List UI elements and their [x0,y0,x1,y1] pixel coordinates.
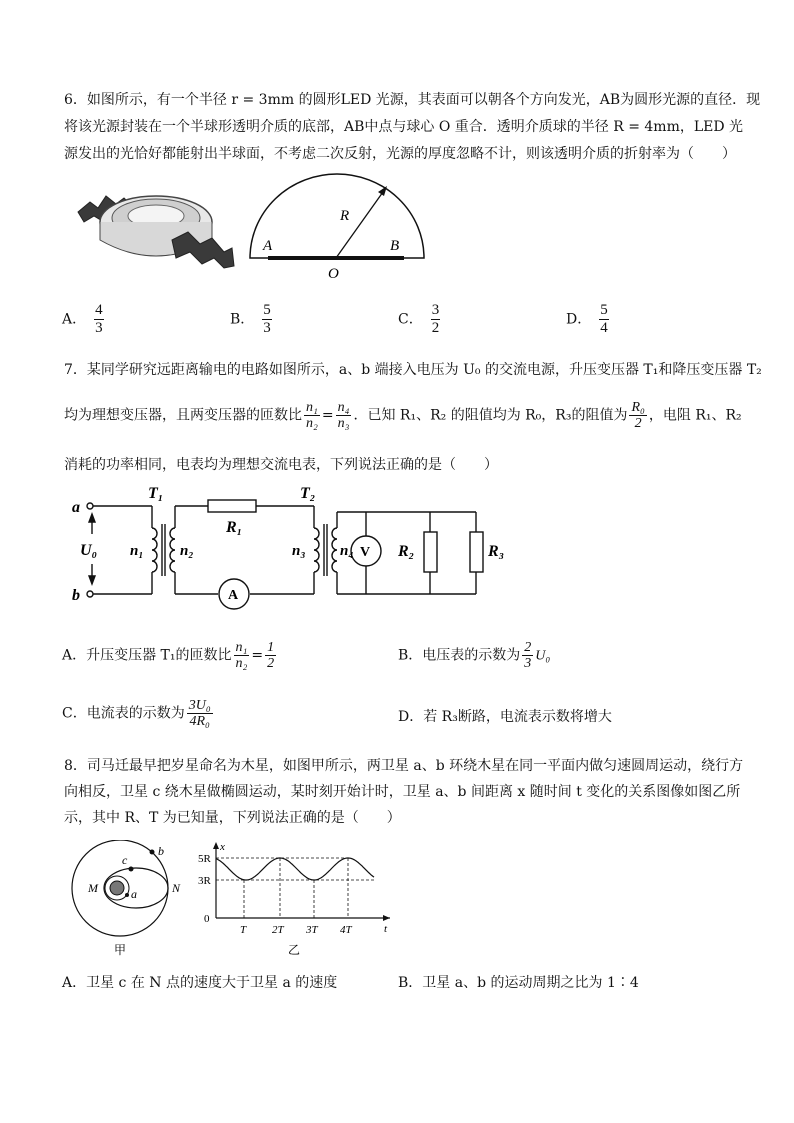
t-axis-label: t [384,923,388,935]
circuit-diagram [62,484,532,614]
terminal-a-shape [87,503,93,509]
t-tick-2: 2T [272,924,284,936]
q8-line-2: 向相反，卫星 c 绕木星做椭圆运动，某时刻开始计时，卫星 a、b 间距离 x 随时间 t 变化的关系图像如图乙所 [64,784,741,800]
radius-arrowhead-shape [378,186,387,196]
hemisphere-figure [244,170,430,284]
led-photo-figure [76,182,236,274]
t2-primary-coil-shape [314,528,319,572]
t-tick-4: 4T [340,924,352,936]
q7-line-3: 消耗的功率相同，电表均为理想交流电表，下列说法正确的是（ ） [64,457,498,473]
q8-option-b[interactable]: B．卫星 a、b 的运动周期之比为 1∶4 [398,975,639,991]
label-t2: T₂ [300,485,316,502]
option-letter: D． [566,311,592,328]
label-n: N [172,881,181,895]
satellite-c-dot [129,867,134,872]
label-m: M [88,881,98,895]
point-a-label: A [263,238,273,254]
q7-line-1: 7．某同学研究远距离输电的电路如图所示，a、b 端接入电压为 U₀ 的交流电源，升压变压器 T₁和降压变压器 T₂ [64,362,762,378]
label-u0: U₀ [80,542,98,559]
distance-time-graph [196,840,396,960]
t1-secondary-coil-shape [170,528,175,572]
origin-label: 0 [204,913,210,925]
label-t1: T₁ [148,485,164,502]
label-n1: n₁ [130,543,144,559]
satellite-b-dot [150,850,155,855]
ratio-fraction-1: $\frac{\text{n₁}}{\text{n₂}}$ [306,400,318,431]
resistor-r2-shape [424,532,437,572]
q7-option-a[interactable]: A．升压变压器 T₁的匝数比 $\frac{\text{n₁}}{\text{n₂}}$ = $\frac{1}{2}$ [62,640,275,671]
q7-option-b[interactable]: B．电压表的示数为 $\frac{2}{3}$ U₀ [398,640,551,671]
label-sat-c: c [122,853,128,867]
q6-line-2: 将该光源封装在一个半球形透明介质的底部，AB中点与球心 O 重合．透明介质球的半径 R = 4mm，LED 光 [64,119,744,135]
label-n4: n₄ [340,543,354,559]
q8-option-a[interactable]: A．卫星 c 在 N 点的速度大于卫星 a 的速度 [62,975,338,991]
x-axis-label: x [220,841,225,853]
resistor-r3-shape [470,532,483,572]
point-b-label: B [390,238,400,254]
q6-option-d[interactable] [566,302,609,337]
caption-yi: 乙 [288,943,301,957]
radius-label: R [340,208,350,224]
option-letter: C． [398,311,423,328]
option-fraction: $\frac{3}{2}$ [431,302,440,336]
r3-fraction: $\frac{\text{R₀}}{2}$ [631,400,645,431]
t-tick-1: T [240,924,247,936]
label-r2: R₂ [398,543,415,560]
q6-option-b[interactable] [230,302,272,337]
label-ammeter: A [228,588,239,603]
center-o-label: O [328,266,339,282]
t-tick-3: 3T [306,924,318,936]
option-fraction: $\frac{5}{4}$ [600,302,608,336]
q7-line-2: 均为理想变压器，且两变压器的匝数比 $\frac{\text{n₁}}{\text{n₂}}$ = $\frac{\text{n₄}}{\text{n₃}}$ ．已知 R₁、R₂ 的阻值均为 R₀，R₃的阻值为 $\frac{\text{R₀}}{2}$ ，电阻 R₁、R₂ [64,400,742,431]
caption-jia: 甲 [114,943,127,957]
q6-line-3: 源发出的光恰好都能射出半球面，不考虑二次反射，光源的厚度忽略不计，则该透明介质的折射率为（ ） [64,146,736,162]
q7-option-d[interactable]: D．若 R₃断路，电流表示数将增大 [398,709,612,725]
label-b: b [72,587,80,604]
q8-line-3: 示，其中 R、T 为已知量，下列说法正确的是（ ） [64,810,401,826]
satellite-a-dot [125,893,129,897]
terminal-b-shape [87,591,93,597]
orbit-figure [64,840,184,960]
option-letter: A． [62,311,87,328]
label-n3: n₃ [292,543,306,559]
x-vs-t-curve [216,858,374,880]
y-tick-5r: 5R [198,853,211,865]
q6-option-c[interactable] [398,302,440,337]
q6-line-1: 6．如图所示，有一个半径 r = 3mm 的圆形LED 光源，其表面可以朝各个方向发光，AB为圆形光源的直径．现 [64,92,761,108]
option-fraction: $\frac{4}{3}$ [95,302,103,336]
t2-secondary-coil-shape [332,528,337,572]
label-sat-b: b [158,844,164,858]
label-sat-a: a [131,887,137,901]
jupiter-shape [110,881,124,895]
label-n2: n₂ [180,543,194,559]
q8-line-1: 8．司马迁最早把岁星命名为木星，如图甲所示，两卫星 a、b 环绕木星在同一平面内做匀速圆周运动，绕行方 [64,758,744,774]
label-r3: R₃ [488,543,505,560]
q6-option-a[interactable] [62,302,104,337]
label-r1: R₁ [226,519,243,536]
q7-option-c[interactable]: C．电流表的示数为 $\frac{\text{3U₀}}{\text{4R₀}}$ [62,698,211,729]
resistor-r1-shape [208,500,256,512]
label-v: V [360,545,371,560]
option-letter: B． [230,311,255,328]
option-fraction: $\frac{5}{3}$ [263,302,271,336]
label-a: a [72,499,80,516]
y-tick-3r: 3R [198,875,211,887]
radius-arrow-shape [336,192,383,258]
t1-primary-coil-shape [152,528,157,572]
ratio-fraction-2: $\frac{\text{n₄}}{\text{n₃}}$ [337,400,350,431]
